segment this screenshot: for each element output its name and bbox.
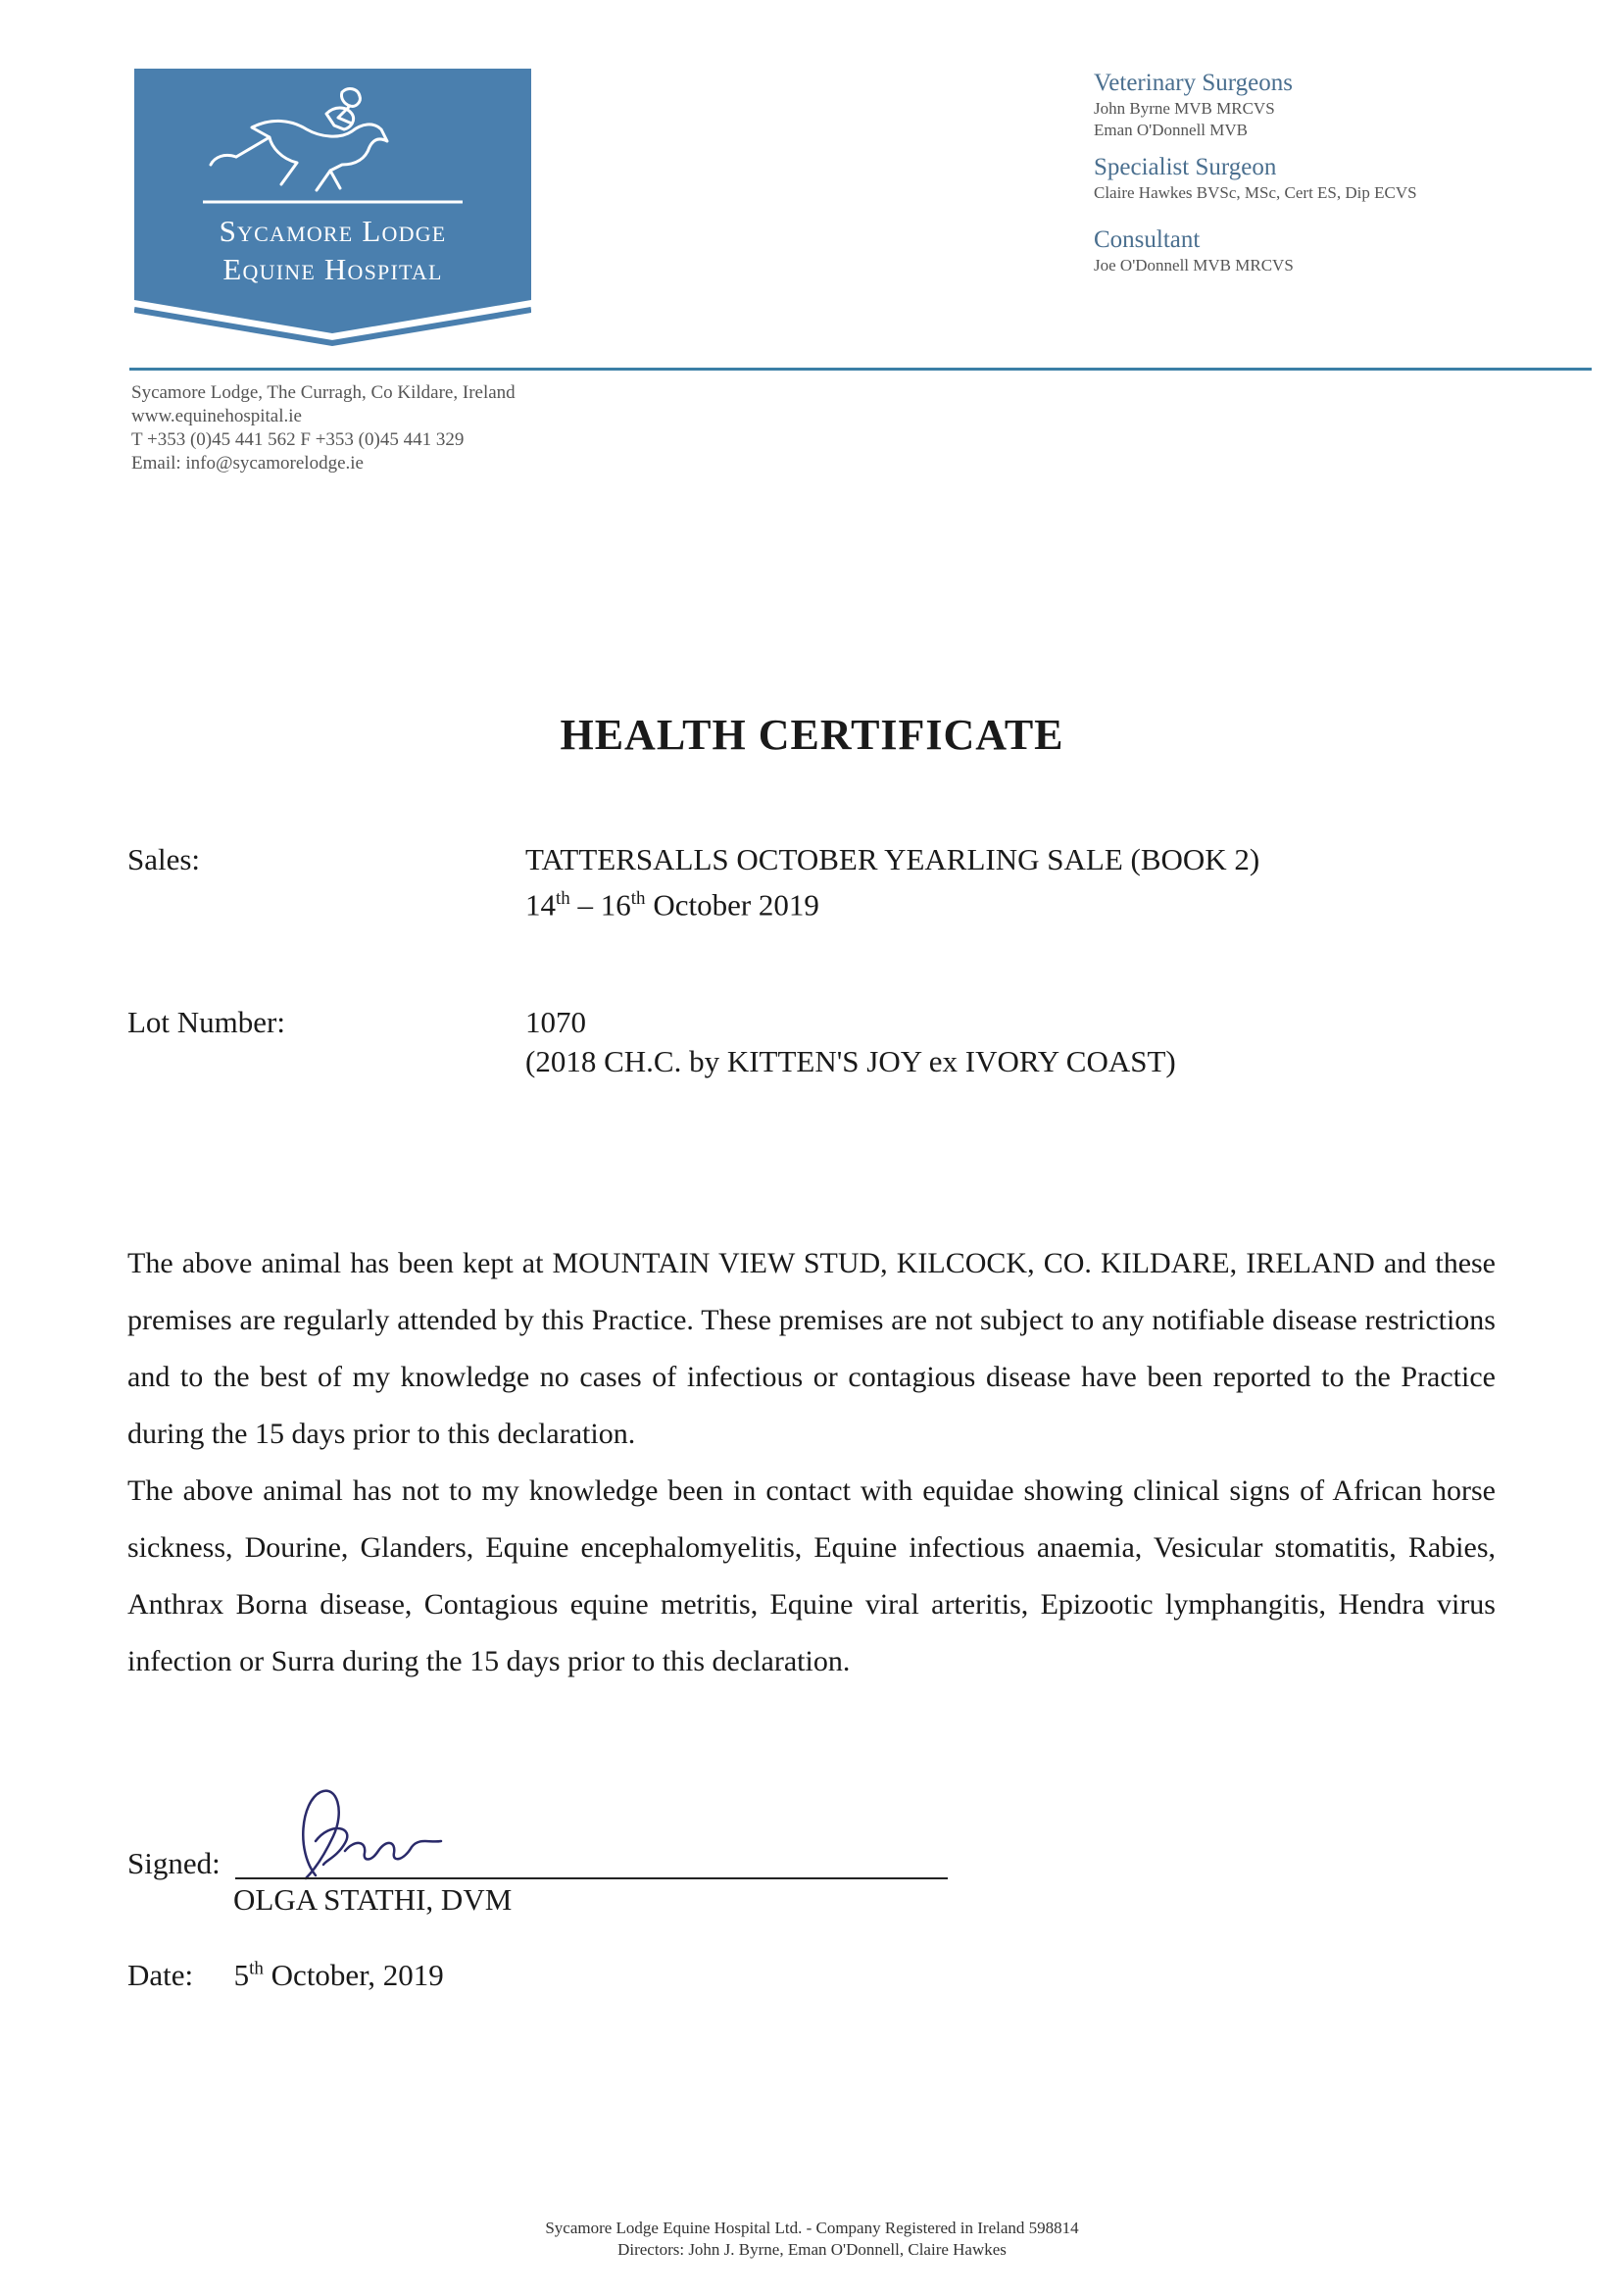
logo-title-line1: Sycamore Lodge (219, 214, 447, 248)
signer-name: OLGA STATHI, DVM (233, 1882, 513, 1917)
contact-address (131, 381, 516, 475)
hospital-logo (134, 69, 531, 349)
address-line: Sycamore Lodge, The Curragh, Co Kildare, Ireland (131, 382, 516, 403)
date-row (127, 1958, 444, 1993)
website-link[interactable]: www.equinehospital.ie (131, 406, 302, 426)
sales-dates: 14th – 16th October 2019 (525, 887, 819, 923)
title-text: HEALTH CERTIFICATE (560, 711, 1064, 759)
declaration-paragraph-premises: The above animal has been kept at MOUNTAIN VIEW STUD, KILCOCK, CO. KILDARE, IRELAND and these premises are regularly attended by this Practice. These premises are not subject to any notifiable disease restrictions and to the best of my knowledge no cases of infectious or contagious disease have been reported to the Practice during the 15 days prior to this declaration. (127, 1247, 1496, 1450)
sales-info (525, 840, 1259, 924)
header-divider (129, 368, 1592, 371)
logo-title-line2: Equine Hospital (222, 252, 443, 286)
page-footer (0, 2218, 1624, 2261)
lot-number: 1070 (525, 1005, 586, 1039)
specialist-heading: Specialist Surgeon (1094, 154, 1277, 180)
email-address[interactable]: Email: info@sycamorelodge.ie (131, 453, 364, 474)
lot-info (525, 1003, 1176, 1081)
vet-name: Eman O'Donnell MVB (1094, 121, 1248, 139)
date-label: Date: (127, 1958, 194, 1992)
consultant-name: Joe O'Donnell MVB MRCVS (1094, 256, 1294, 275)
specialist-name: Claire Hawkes BVSc, MSc, Cert ES, Dip ECVS (1094, 183, 1417, 202)
signed-label: Signed: (127, 1846, 221, 1880)
lot-label: Lot Number: (127, 1005, 285, 1039)
sales-label: Sales: (127, 842, 201, 876)
date-value: 5th October, 2019 (233, 1958, 444, 1992)
footer-company: Sycamore Lodge Equine Hospital Ltd. - Company Registered in Ireland 598814 (545, 2219, 1079, 2237)
phone-fax: T +353 (0)45 441 562 F +353 (0)45 441 329 (131, 429, 465, 450)
sales-name: TATTERSALLS OCTOBER YEARLING SALE (BOOK 2) (525, 842, 1260, 876)
lot-description: (2018 CH.C. by KITTEN'S JOY ex IVORY COAST) (525, 1044, 1176, 1078)
vets-heading: Veterinary Surgeons (1094, 70, 1293, 96)
declaration-paragraph-diseases: The above animal has not to my knowledge been in contact with equidae showing clinical signs of African horse sickness, Dourine, Glanders, Equine encephalomyelitis, Equine infectious anaemia, Vesicular stomatitis, Rabies, Anthrax Borna disease, Contagious equine metritis, Equine viral arteritis, Epizootic lymphangitis, Hendra virus infection or Surra during the 15 days prior to this declaration. (127, 1474, 1496, 1677)
signature-line (235, 1877, 948, 1879)
document-title (0, 710, 1624, 760)
logo-banner-shape (134, 69, 531, 349)
staff-listing (1094, 69, 1603, 276)
consultant-heading: Consultant (1094, 226, 1201, 253)
declaration-body (127, 1235, 1496, 1690)
footer-directors: Directors: John J. Byrne, Eman O'Donnell, Claire Hawkes (617, 2240, 1007, 2259)
vet-name: John Byrne MVB MRCVS (1094, 99, 1275, 118)
